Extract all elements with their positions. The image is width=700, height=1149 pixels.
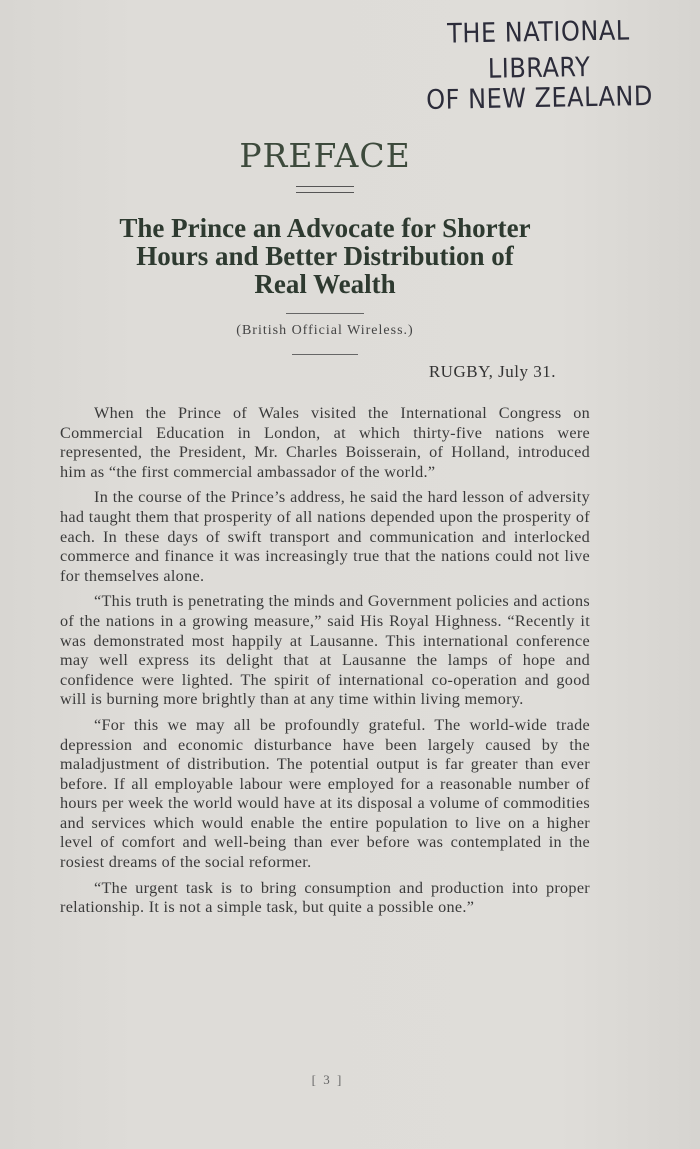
stamp-line-1: THE NATIONAL LIBRARY bbox=[446, 14, 630, 85]
paragraph: “The urgent task is to bring consumption and production into proper relationship. It is not a simple task, but quite a possible one.” bbox=[60, 878, 590, 917]
page-number: [ 3 ] bbox=[311, 1072, 344, 1087]
rule-below-source bbox=[292, 354, 358, 355]
title-double-rule bbox=[296, 186, 354, 193]
dateline: RUGBY, July 31. bbox=[428, 362, 556, 381]
library-stamp bbox=[393, 15, 685, 116]
rule-above-source bbox=[286, 313, 364, 314]
article-subtitle bbox=[60, 214, 590, 298]
subtitle-line-3: Real Wealth bbox=[254, 269, 396, 299]
paragraph: When the Prince of Wales visited the International Congress on Commercial Education in London, at which thirty-five nations were represented, the President, Mr. Charles Boisserain, of Holland, introduced him as “the first commercial ambassador of the world.” bbox=[60, 404, 590, 481]
paragraph: In the course of the Prince’s address, he said the hard lesson of adversity had taught them that prosperity of all nations depended upon the prosperity of each. In these days of swift transport and communication and interlocked commerce and finance it was increasingly true that the nations could not live for themselves alone. bbox=[60, 488, 590, 585]
page-title: PREFACE bbox=[239, 136, 411, 175]
paragraph: “For this we may all be profoundly grateful. The world-wide trade depression and economic disturbance have been largely caused by the maladjustment of distribution. The potential output is far greater than ever before. If all employable labour were employed for a reasonable number of hours per week the world would have at its disposal a volume of commodities and services which would enable the entire population to live on a higher level of comfort and well-being than ever before was contemplated in the rosiest dreams of the social reformer. bbox=[60, 715, 590, 872]
paragraph: “This truth is penetrating the minds and Government policies and actions of the nations in a growing measure,” said His Royal Highness. “Recently it was demonstrated most happily at Lausanne. This international conference may well express its delight that at Lausanne the lamps of hope and confidence were lighted. The spirit of international co-operation and good will is burning more brightly than at any time within living memory. bbox=[60, 592, 590, 709]
subtitle-line-1: The Prince an Advocate for Shorter bbox=[119, 213, 531, 243]
subtitle-line-2: Hours and Better Distribution of bbox=[136, 241, 514, 271]
stamp-line-2: OF NEW ZEALAND bbox=[425, 80, 654, 116]
article-body bbox=[60, 404, 590, 924]
source-note: (British Official Wireless.) bbox=[236, 323, 414, 338]
